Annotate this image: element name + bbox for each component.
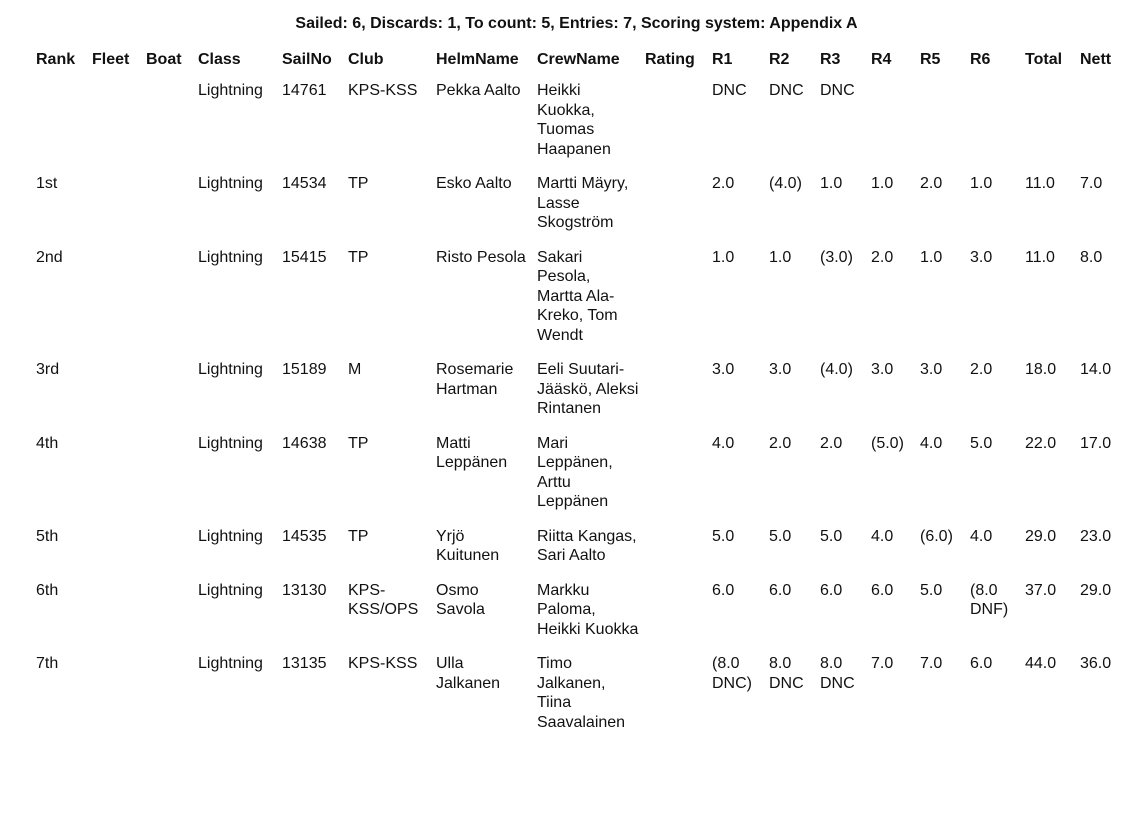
cell-r5: (6.0) [920,527,953,545]
cell-total: 29.0 [1025,527,1057,545]
cell-crewname: Markku Paloma, Heikki Kuokka [537,581,639,638]
cell-sailno: 14534 [282,175,327,192]
cell-total [1019,80,1074,173]
cell-rating [639,580,706,654]
cell-rank: 4th [36,434,59,452]
cell-rank [30,80,86,173]
cell-boat [140,580,192,654]
cell-rank: 1st [36,175,58,192]
column-header-nett: Nett [1080,51,1112,68]
cell-helmname: Rosemarie Hartman [436,361,514,398]
cell-boat [140,80,192,173]
cell-class: Lightning [198,581,263,599]
cell-r2: DNC [769,82,804,99]
cell-total: 37.0 [1025,581,1057,599]
cell-r1: 2.0 [712,175,735,192]
cell-r1: DNC [712,82,747,99]
cell-class: Lightning [198,434,263,452]
results-table [30,46,1130,746]
cell-rank: 6th [36,581,59,599]
cell-nett: 8.0 [1080,248,1103,266]
cell-club: KPS-KSS [348,655,418,672]
cell-fleet [86,80,140,173]
cell-crewname: Sakari Pesola, Martta Ala-Kreko, Tom Wendt [537,248,618,344]
cell-nett: 7.0 [1080,175,1103,192]
cell-r3: 1.0 [820,175,843,192]
cell-class: Lightning [198,527,263,545]
column-header-r6: R6 [970,51,991,68]
cell-fleet [86,247,140,360]
cell-r6: 1.0 [970,175,993,192]
cell-rating [639,433,706,526]
cell-r3: DNC [820,82,855,99]
cell-r2: 8.0 DNC [769,655,804,692]
cell-r4: 1.0 [871,175,894,192]
cell-r2: 1.0 [769,248,792,266]
cell-helmname: Risto Pesola [436,248,526,266]
cell-helmname: Matti Leppänen [436,434,508,471]
cell-r3: 5.0 [820,527,843,545]
cell-r1: 5.0 [712,527,735,545]
cell-r5: 4.0 [920,434,943,452]
cell-rank: 5th [36,527,59,545]
cell-boat [140,433,192,526]
cell-r2: 3.0 [769,361,792,378]
cell-sailno: 13130 [282,581,327,599]
cell-r2: (4.0) [769,175,802,192]
column-header-club: Club [348,51,384,68]
cell-rating [639,653,706,746]
cell-sailno: 13135 [282,655,327,672]
cell-helmname: Yrjö Kuitunen [436,527,500,564]
column-header-sailno: SailNo [282,51,332,68]
table-row [30,359,1130,433]
cell-boat [140,653,192,746]
column-header-crewname: CrewName [537,51,620,68]
table-row [30,653,1130,746]
column-header-r1: R1 [712,51,733,68]
cell-boat [140,247,192,360]
table-row [30,580,1130,654]
cell-nett: 17.0 [1080,434,1112,452]
table-row [30,80,1130,173]
cell-helmname: Pekka Aalto [436,82,521,99]
table-row [30,173,1130,247]
cell-r3: 8.0 DNC [820,655,855,692]
cell-crewname: Eeli Suutari-Jääskö, Aleksi Rintanen [537,361,639,417]
cell-nett: 29.0 [1080,581,1112,599]
column-header-rank: Rank [36,51,76,68]
cell-rating [639,80,706,173]
column-header-r4: R4 [871,51,892,68]
header-row [30,46,1130,80]
cell-crewname: Mari Leppänen, Arttu Leppänen [537,434,613,510]
cell-sailno: 14761 [282,82,327,99]
cell-r6: 2.0 [970,361,993,378]
cell-r6: 3.0 [970,248,993,266]
cell-r5: 3.0 [920,361,943,378]
cell-class: Lightning [198,361,263,378]
cell-total: 11.0 [1025,248,1055,266]
cell-r1: (8.0 DNC) [712,655,752,692]
cell-r5: 1.0 [920,248,943,266]
column-header-boat: Boat [146,51,182,68]
cell-helmname: Esko Aalto [436,175,512,192]
column-header-r3: R3 [820,51,841,68]
cell-sailno: 15415 [282,248,327,266]
cell-club: KPS-KSS/OPS [348,581,419,618]
cell-fleet [86,359,140,433]
cell-boat [140,173,192,247]
column-header-rating: Rating [645,51,695,68]
cell-r5: 7.0 [920,655,943,672]
cell-fleet [86,526,140,580]
cell-sailno: 14535 [282,527,327,545]
cell-r1: 3.0 [712,361,735,378]
table-row [30,526,1130,580]
cell-club: M [348,361,362,378]
cell-r3: (3.0) [820,248,853,266]
column-header-fleet: Fleet [92,51,130,68]
cell-rating [639,247,706,360]
cell-total: 22.0 [1025,434,1057,452]
cell-nett [1074,80,1130,173]
column-header-r2: R2 [769,51,790,68]
cell-club: TP [348,248,369,266]
cell-fleet [86,433,140,526]
cell-helmname: Ulla Jalkanen [436,655,501,692]
cell-club: KPS-KSS [348,82,418,99]
cell-fleet [86,173,140,247]
cell-total: 11.0 [1025,175,1055,192]
cell-rating [639,173,706,247]
cell-r3: 2.0 [820,434,843,452]
cell-rating [639,526,706,580]
cell-r1: 6.0 [712,581,735,599]
cell-r4: 7.0 [871,655,894,672]
column-header-class: Class [198,51,241,68]
cell-sailno: 15189 [282,361,327,378]
cell-boat [140,359,192,433]
cell-r1: 1.0 [712,248,735,266]
cell-r4: (5.0) [871,434,904,452]
cell-club: TP [348,175,369,192]
cell-r3: (4.0) [820,361,853,378]
cell-class: Lightning [198,248,263,266]
table-row [30,433,1130,526]
cell-r4 [865,80,914,173]
cell-r6: (8.0 DNF) [970,581,1009,618]
cell-class: Lightning [198,655,263,672]
cell-r3: 6.0 [820,581,843,599]
cell-fleet [86,653,140,746]
cell-total: 18.0 [1025,361,1057,378]
cell-r4: 2.0 [871,248,894,266]
cell-r5 [914,80,964,173]
cell-crewname: Riitta Kangas, Sari Aalto [537,527,637,564]
cell-nett: 36.0 [1080,655,1112,672]
cell-r4: 4.0 [871,527,894,545]
column-header-total: Total [1025,51,1063,68]
cell-r6 [964,80,1019,173]
cell-crewname: Heikki Kuokka, Tuomas Haapanen [537,82,611,158]
cell-r6: 6.0 [970,655,993,672]
cell-class: Lightning [198,82,263,99]
cell-r1: 4.0 [712,434,735,452]
cell-rating [639,359,706,433]
cell-r4: 3.0 [871,361,894,378]
cell-sailno: 14638 [282,434,327,452]
cell-r6: 4.0 [970,527,993,545]
cell-r2: 2.0 [769,434,792,452]
cell-r5: 5.0 [920,581,943,599]
cell-fleet [86,580,140,654]
cell-club: TP [348,434,369,452]
cell-r5: 2.0 [920,175,943,192]
cell-helmname: Osmo Savola [436,581,485,618]
cell-class: Lightning [198,175,263,192]
cell-crewname: Timo Jalkanen, Tiina Saavalainen [537,655,626,731]
column-header-r5: R5 [920,51,941,68]
cell-r4: 6.0 [871,581,894,599]
cell-rank: 7th [36,655,59,672]
cell-boat [140,526,192,580]
cell-rank: 3rd [36,361,60,378]
cell-nett: 23.0 [1080,527,1112,545]
cell-nett: 14.0 [1080,361,1112,378]
cell-r6: 5.0 [970,434,993,452]
table-row [30,247,1130,360]
cell-rank: 2nd [36,248,63,266]
results-summary: Sailed: 6, Discards: 1, To count: 5, Entries: 7, Scoring system: Appendix A [295,15,858,32]
cell-crewname: Martti Mäyry, Lasse Skogström [537,175,629,231]
cell-r2: 6.0 [769,581,792,599]
cell-r2: 5.0 [769,527,792,545]
cell-total: 44.0 [1025,655,1057,672]
cell-club: TP [348,527,369,545]
column-header-helmname: HelmName [436,51,519,68]
